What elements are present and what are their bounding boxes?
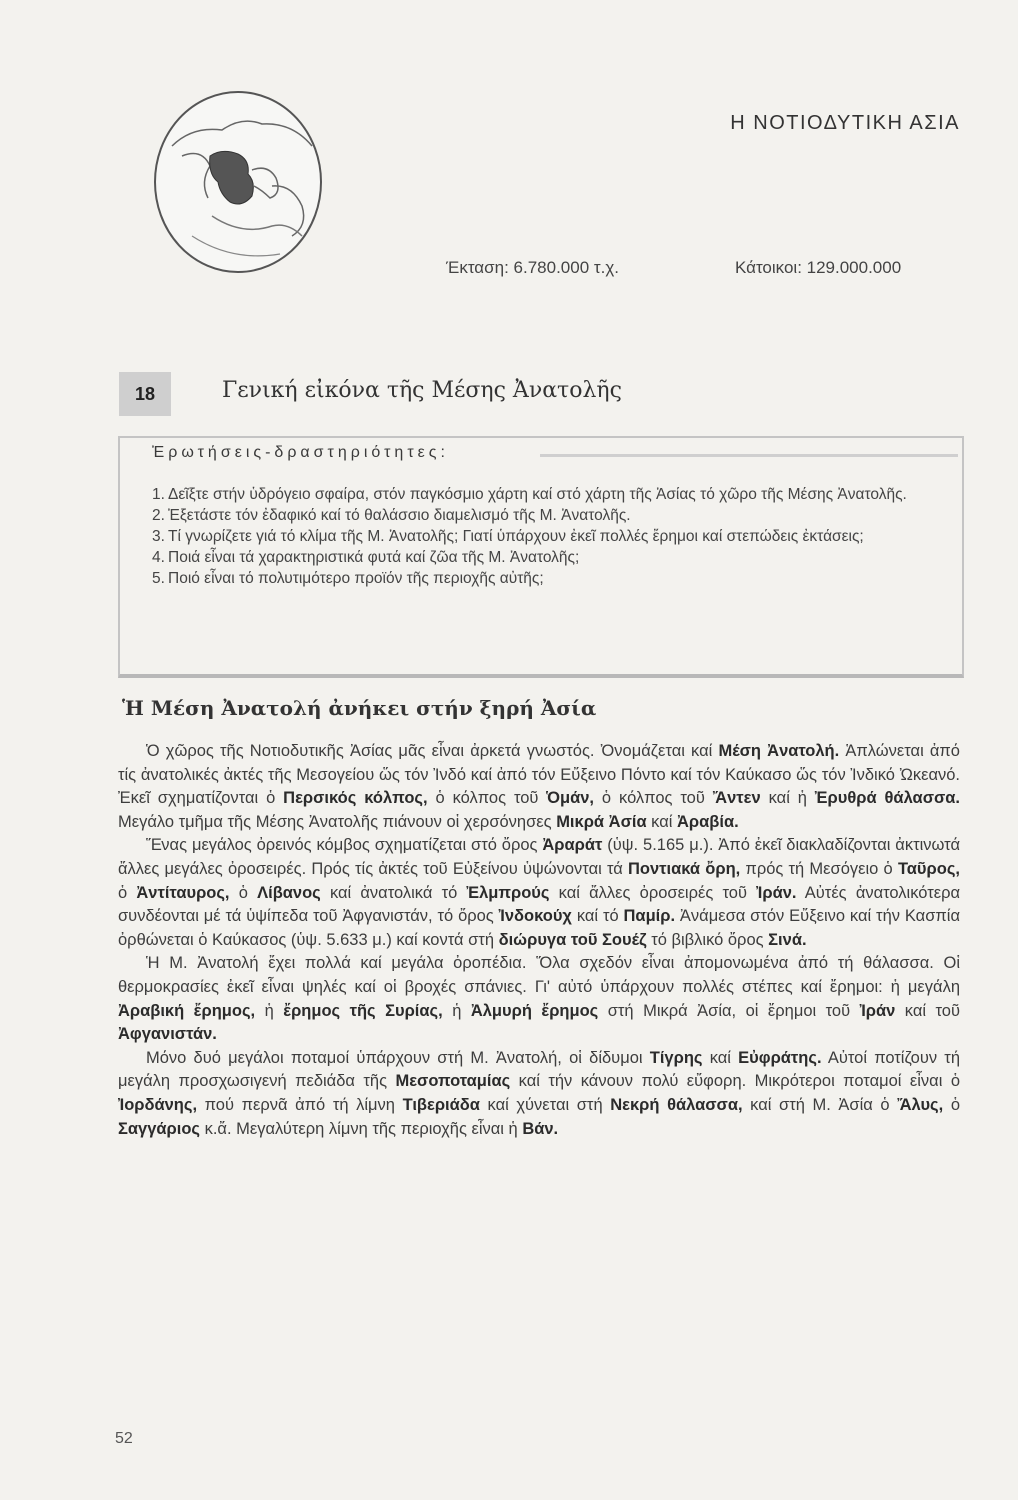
page-number: 52 xyxy=(115,1430,133,1447)
body-text xyxy=(118,740,960,1141)
questions-box-rule xyxy=(540,454,958,457)
question-item: 5. Ποιό εἶναι τό πολυτιμότερο προϊόν τῆς περιοχῆς αὐτῆς; xyxy=(152,570,544,587)
paragraph-2: Ἕνας μεγάλος ὀρεινός κόμβος σχηματίζεται στό ὄρος Ἀραράτ (ὑψ. 5.165 μ.). Ἀπό ἐκεῖ διακλαδίζονται ἀκτινωτά ἄλλες μεγάλες ὀροσειρές. Πρός τίς ἀκτές τοῦ Εὐξείνου ὑψώνονται τά Ποντιακά ὄρη, πρός τή Μεσόγειο ὁ Ταῦρος, ὁ Ἀντίταυρος, ὁ Λίβανος καί ἀνατολικά τό Ἐλμπρούς καί ἄλλες ὀροσειρές τοῦ Ἰράν. Αὐτές ἀνατολικότερα συνδέονται μέ τά ὑψίπεδα τοῦ Ἀφγανιστάν, τό ὄρος Ἰνδοκούχ καί τό Παμίρ. Ἀνάμεσα στόν Εὔξεινο καί τήν Κασπία ὀρθώνεται ὁ Καύκασος (ὑψ. 5.633 μ.) καί κοντά στή διώρυγα τοῦ Σουέζ τό βιβλικό ὄρος Σινά. xyxy=(118,836,961,949)
population-stat: Κάτοικοι: 129.000.000 xyxy=(735,258,902,277)
questions-list xyxy=(152,484,952,589)
area-stat: Έκταση: 6.780.000 τ.χ. xyxy=(446,258,619,277)
paragraph-4: Μόνο δυό μεγάλοι ποταμοί ὑπάρχουν στή Μ. Ἀνατολή, οἱ δίδυμοι Τίγρης καί Εὐφράτης. Αὐτοί ποτίζουν τή μεγάλη προσχωσιγενή πεδιάδα τῆς Μεσοποταμίας καί τήν κάνουν πολύ εὔφορη. Μικρότεροι ποταμοί εἶναι ὁ Ἰορδάνης, πού περνᾶ ἀπό τή λίμνη Τιβεριάδα καί χύνεται στή Νεκρή θάλασσα, καί στή Μ. Ἀσία ὁ Ἄλυς, ὁ Σαγγάριος κ.ἄ. Μεγαλύτερη λίμνη τῆς περιοχῆς εἶναι ἡ Βάν. xyxy=(118,1048,960,1138)
globe-illustration xyxy=(152,86,326,276)
region-title: Η ΝΟΤΙΟΔΥΤΙΚΗ ΑΣΙΑ xyxy=(730,112,960,134)
questions-heading: Ἐρωτήσεις-δραστηριότητες: xyxy=(146,444,455,462)
question-item: 2. Ἐξετάστε τόν ἐδαφικό καί τό θαλάσσιο διαμελισμό τῆς Μ. Ἀνατολῆς. xyxy=(152,507,631,524)
questions-box xyxy=(118,436,964,678)
section-title: Ἡ Μέση Ἀνατολή ἀνήκει στήν ξηρή Ἀσία xyxy=(122,696,597,720)
question-item: 3. Τί γνωρίζετε γιά τό κλίμα τῆς Μ. Ἀνατολῆς; Γιατί ὑπάρχουν ἐκεῖ πολλές ἔρημοι καί στεπώδεις ἐκτάσεις; xyxy=(152,528,864,545)
question-item: 1. Δεῖξτε στήν ὑδρόγειο σφαίρα, στόν παγκόσμιο χάρτη καί στό χάρτη τῆς Ἀσίας τό χῶρο τῆς Μέσης Ἀνατολῆς. xyxy=(152,486,907,503)
chapter-number: 18 xyxy=(119,372,171,416)
question-item: 4. Ποιά εἶναι τά χαρακτηριστικά φυτά καί ζῶα τῆς Μ. Ἀνατολῆς; xyxy=(152,549,580,566)
chapter-title: Γενική εἰκόνα τῆς Μέσης Ἀνατολῆς xyxy=(222,378,622,403)
paragraph-3: Ἡ Μ. Ἀνατολή ἔχει πολλά καί μεγάλα ὀροπέδια. Ὅλα σχεδόν εἶναι ἀπομονωμένα ἀπό τή θάλασσα. Οἱ θερμοκρασίες ἐκεῖ εἶναι ψηλές καί οἱ βροχές σπάνιες. Γι' αὐτό ὑπάρχουν πολλές στέπες καί ἔρημοι: ἡ μεγάλη Ἀραβική ἔρημος, ἡ ἔρημος τῆς Συρίας, ἡ Ἀλμυρή ἔρημος στή Μικρά Ἀσία, οἱ ἔρημοι τοῦ Ἰράν καί τοῦ Ἀφγανιστάν. xyxy=(118,954,961,1044)
paragraph-1: Ὁ χῶρος τῆς Νοτιοδυτικῆς Ἀσίας μᾶς εἶναι ἀρκετά γνωστός. Ὀνομάζεται καί Μέση Ἀνατολή. Ἁπλώνεται ἀπό τίς ἀνατολικές ἀκτές τῆς Μεσογείου ὥς τόν Ἰνδό καί ἀπό τόν Εὔξεινο Πόντο καί τόν Καύκασο ὥς τόν Ἰνδικό Ὠκεανό. Ἐκεῖ σχηματίζονται ὁ Περσικός κόλπος, ὁ κόλπος τοῦ Ὁμάν, ὁ κόλπος τοῦ Ἄντεν καί ἡ Ἐρυθρά θάλασσα. Μεγάλο τμῆμα τῆς Μέσης Ἀνατολῆς πιάνουν οἱ χερσόνησες Μικρά Ἀσία καί Ἀραβία. xyxy=(118,742,960,831)
